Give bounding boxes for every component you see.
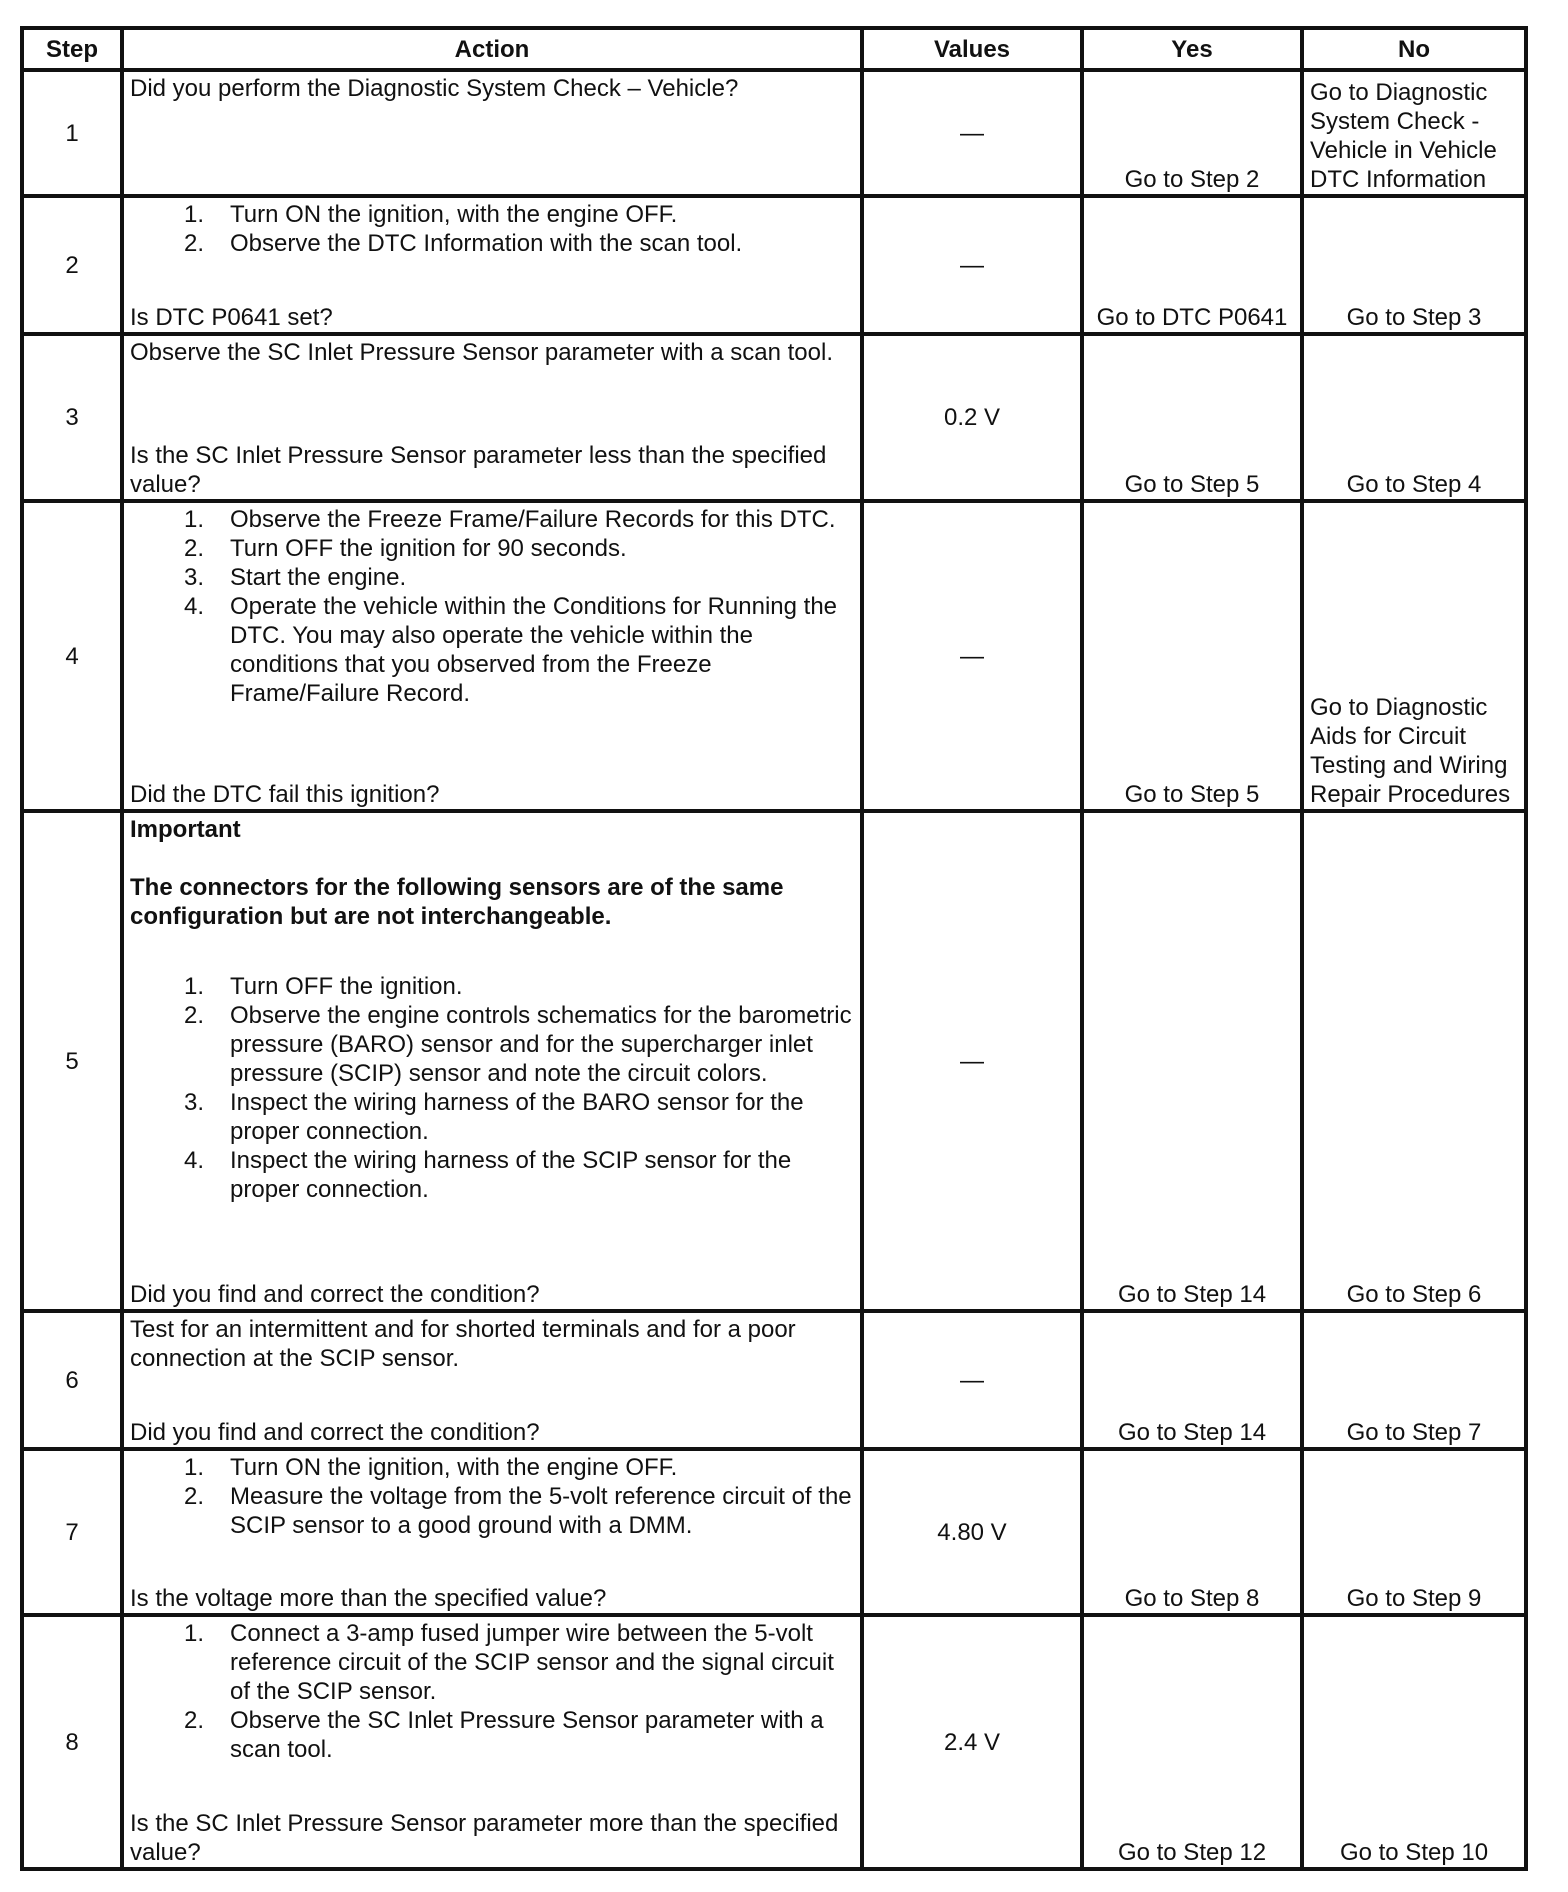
- action-question: Is the voltage more than the specified value?: [130, 1585, 607, 1612]
- yes-cell: Go to Step 5: [1082, 501, 1302, 811]
- value-cell: 4.80 V: [862, 1449, 1082, 1615]
- list-item: 2. Turn OFF the ignition for 90 seconds.: [183, 535, 627, 562]
- action-cell: [122, 501, 862, 811]
- action-steps: [130, 960, 854, 1204]
- list-item: 1. Turn OFF the ignition.: [183, 973, 463, 1000]
- action-cell: [122, 811, 862, 1311]
- yes-cell: Go to Step 14: [1082, 1311, 1302, 1449]
- action-cell: [122, 1449, 862, 1615]
- yes-cell: Go to Step 5: [1082, 334, 1302, 501]
- action-cell: [122, 334, 862, 501]
- action-cell: [122, 70, 862, 196]
- step-number: 2: [22, 196, 122, 334]
- no-cell: Go to Step 9: [1302, 1449, 1526, 1615]
- list-item: 4. Operate the vehicle within the Conditions for Running the DTC. You may also operate the vehicle within the conditions that you observed from the Freeze Frame/Failure Record.: [183, 593, 838, 707]
- action-question: Did you find and correct the condition?: [130, 1281, 540, 1308]
- header-yes: Yes: [1082, 28, 1302, 70]
- step-number: 3: [22, 334, 122, 501]
- list-item: 2. Observe the DTC Information with the scan tool.: [183, 230, 743, 257]
- action-cell: [122, 196, 862, 334]
- action-question: Is the SC Inlet Pressure Sensor parameter less than the specified value?: [130, 442, 827, 498]
- header-no: No: [1302, 28, 1526, 70]
- action-steps: [130, 1451, 854, 1540]
- value-cell: —: [862, 811, 1082, 1311]
- table-row: [22, 334, 1526, 501]
- step-number: 8: [22, 1615, 122, 1869]
- list-item: 1. Turn ON the ignition, with the engine OFF.: [183, 1454, 678, 1481]
- table-row: [22, 1311, 1526, 1449]
- header-action: Action: [122, 28, 862, 70]
- table-row: [22, 811, 1526, 1311]
- table-row: [22, 1615, 1526, 1869]
- no-cell: Go to Diagnostic System Check - Vehicle in Vehicle DTC Information: [1302, 70, 1526, 196]
- yes-cell: Go to Step 14: [1082, 811, 1302, 1311]
- header-step: Step: [22, 28, 122, 70]
- table-row: [22, 1449, 1526, 1615]
- no-cell: Go to Diagnostic Aids for Circuit Testing and Wiring Repair Procedures: [1302, 501, 1526, 811]
- action-question: Is DTC P0641 set?: [130, 304, 333, 331]
- action-question: Is the SC Inlet Pressure Sensor parameter more than the specified value?: [130, 1810, 839, 1866]
- list-item: 3. Inspect the wiring harness of the BARO sensor for the proper connection.: [183, 1089, 804, 1145]
- list-item: 2. Observe the SC Inlet Pressure Sensor parameter with a scan tool.: [183, 1707, 824, 1763]
- value-cell: 0.2 V: [862, 334, 1082, 501]
- step-number: 5: [22, 811, 122, 1311]
- action-question: Did the DTC fail this ignition?: [130, 781, 440, 808]
- yes-cell: Go to Step 8: [1082, 1449, 1302, 1615]
- table-row: [22, 196, 1526, 334]
- list-item: 2. Measure the voltage from the 5-volt reference circuit of the SCIP sensor to a good ground with a DMM.: [183, 1483, 852, 1539]
- important-heading: Important: [130, 816, 241, 843]
- yes-cell: Go to Step 2: [1082, 70, 1302, 196]
- table-row: [22, 501, 1526, 811]
- list-item: 1. Turn ON the ignition, with the engine OFF.: [183, 201, 678, 228]
- diagnostic-table: [20, 26, 1528, 1871]
- step-number: 6: [22, 1311, 122, 1449]
- no-cell: Go to Step 10: [1302, 1615, 1526, 1869]
- no-cell: Go to Step 6: [1302, 811, 1526, 1311]
- list-item: 1. Connect a 3-amp fused jumper wire between the 5-volt reference circuit of the SCIP sensor and the signal circuit of the SCIP sensor.: [183, 1620, 834, 1705]
- step-number: 4: [22, 501, 122, 811]
- step-number: 1: [22, 70, 122, 196]
- no-cell: Go to Step 3: [1302, 196, 1526, 334]
- action-cell: [122, 1615, 862, 1869]
- yes-cell: Go to Step 12: [1082, 1615, 1302, 1869]
- action-text: Observe the SC Inlet Pressure Sensor parameter with a scan tool.: [130, 339, 833, 366]
- list-item: 3. Start the engine.: [183, 564, 407, 591]
- value-cell: —: [862, 70, 1082, 196]
- list-item: 4. Inspect the wiring harness of the SCIP sensor for the proper connection.: [183, 1147, 792, 1203]
- value-cell: —: [862, 196, 1082, 334]
- header-values: Values: [862, 28, 1082, 70]
- important-note: The connectors for the following sensors are of the same configuration but are not interchangeable.: [130, 874, 784, 930]
- no-cell: Go to Step 4: [1302, 334, 1526, 501]
- no-cell: Go to Step 7: [1302, 1311, 1526, 1449]
- list-item: 2. Observe the engine controls schematics for the barometric pressure (BARO) sensor and for the supercharger inlet pressure (SCIP) sensor and note the circuit colors.: [183, 1002, 852, 1087]
- table-row: [22, 70, 1526, 196]
- action-cell: [122, 1311, 862, 1449]
- step-number: 7: [22, 1449, 122, 1615]
- list-item: 1. Observe the Freeze Frame/Failure Records for this DTC.: [183, 506, 836, 533]
- action-steps: [130, 198, 854, 258]
- action-steps: [130, 1617, 854, 1764]
- action-steps: [130, 503, 854, 708]
- action-text: Test for an intermittent and for shorted terminals and for a poor connection at the SCIP sensor.: [130, 1316, 796, 1372]
- action-question: Did you find and correct the condition?: [130, 1419, 540, 1446]
- value-cell: —: [862, 1311, 1082, 1449]
- header-row: [22, 28, 1526, 70]
- value-cell: —: [862, 501, 1082, 811]
- action-text: Did you perform the Diagnostic System Check – Vehicle?: [130, 75, 739, 102]
- value-cell: 2.4 V: [862, 1615, 1082, 1869]
- yes-cell: Go to DTC P0641: [1082, 196, 1302, 334]
